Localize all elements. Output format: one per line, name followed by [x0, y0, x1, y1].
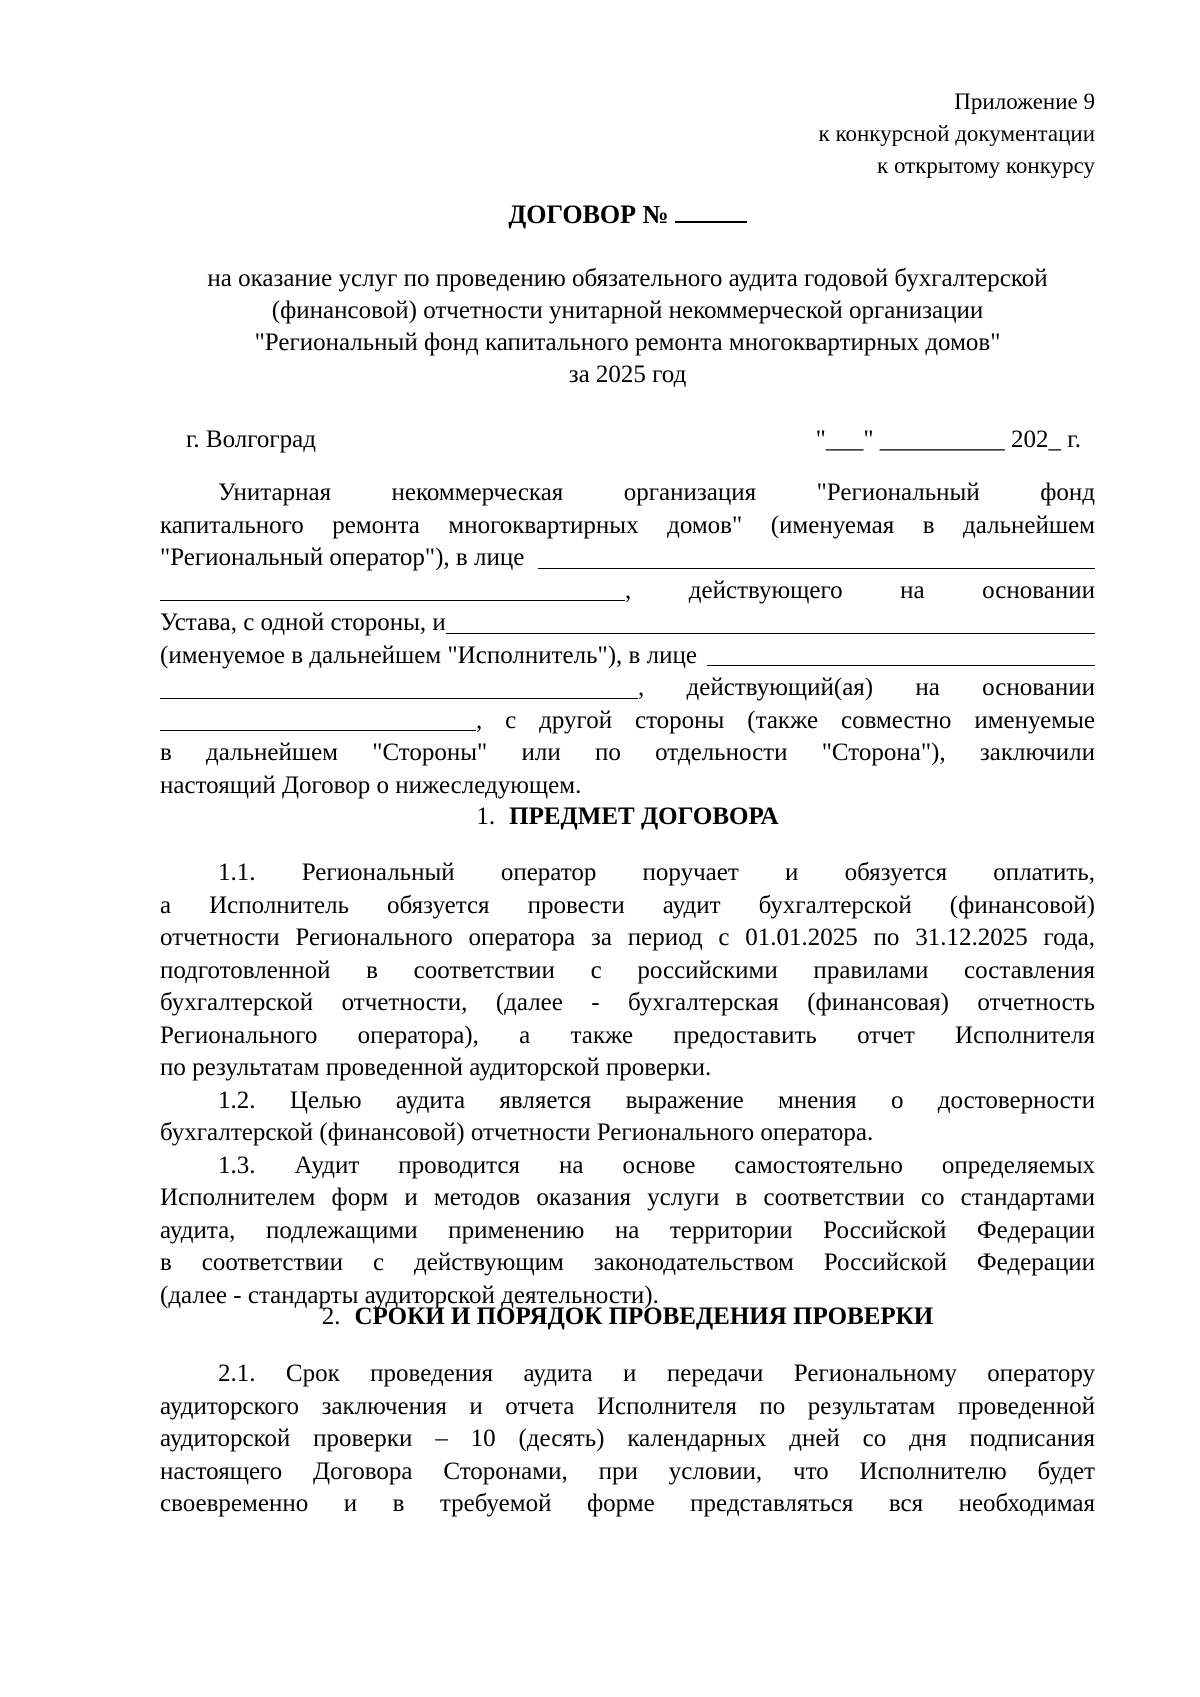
- subtitle-line: "Региональный фонд капитального ремонта многоквартирных домов": [254, 329, 1001, 356]
- paragraph-line: бухгалтерской отчетности, (далее - бухгалтерская (финансовая) отчетность: [160, 989, 1095, 1016]
- section-title-text: СРОКИ И ПОРЯДОК ПРОВЕДЕНИЯ ПРОВЕРКИ: [354, 1303, 934, 1330]
- subtitle-line: за 2025 год: [568, 361, 687, 388]
- preamble-text: "Региональный оператор"), в лице: [160, 544, 525, 571]
- section-2-title: [160, 1300, 1095, 1333]
- paragraph-line: в соответствии с действующим законодательством Российской Федерации: [160, 1249, 1095, 1276]
- preamble-text: , действующего на основании: [625, 576, 1095, 604]
- preamble: [160, 477, 1095, 802]
- paragraph-line: своевременно и в требуемой форме представляться вся необходимая: [160, 1490, 1095, 1517]
- paragraph-line: аудита, подлежащими применению на территории Российской Федерации: [160, 1216, 1095, 1244]
- city: г. Волгоград: [186, 426, 316, 453]
- contractor-signatory-blank: [707, 640, 1095, 667]
- preamble-line: [160, 640, 1095, 673]
- paragraph-line: аудиторской проверки – 10 (десять) календарных дней со дня подписания: [160, 1425, 1095, 1452]
- date-placeholder: "___" __________ 202_ г.: [815, 426, 1081, 453]
- preamble-line: [160, 607, 1095, 640]
- preamble-text: Устава, с одной стороны, и: [160, 609, 446, 636]
- contractor-signatory-name-blank: [160, 672, 638, 699]
- section-number: 2.: [321, 1303, 341, 1330]
- paragraph-line: бухгалтерской (финансовой) отчетности Регионального оператора.: [160, 1119, 874, 1146]
- signatory-name-blank: [160, 575, 625, 602]
- section-2-body: [160, 1358, 1095, 1521]
- subtitle-line: на оказание услуг по проведению обязательного аудита годовой бухгалтерской: [207, 265, 1048, 292]
- basis-document-blank: [160, 705, 476, 732]
- paragraph-line: отчетности Регионального оператора за период с 01.01.2025 по 31.12.2025 года,: [160, 924, 1095, 951]
- section-title-text: ПРЕДМЕТ ДОГОВОРА: [509, 803, 779, 830]
- appendix-line: к конкурсной документации: [818, 121, 1095, 146]
- section-1-body: [160, 857, 1095, 1312]
- paragraph-line: а Исполнитель обязуется провести аудит бухгалтерской (финансовой): [160, 891, 1095, 919]
- place-date-row: [160, 423, 1095, 457]
- contract-number-blank: [675, 197, 747, 223]
- document-title: [160, 197, 1095, 231]
- paragraph-line: Регионального оператора), а также предоставить отчет Исполнителя: [160, 1021, 1095, 1049]
- preamble-line: [160, 705, 1095, 738]
- paragraph-line: по результатам проведенной аудиторской проверки.: [160, 1054, 712, 1081]
- document-subtitle: [160, 263, 1095, 391]
- paragraph-line: 1.3. Аудит проводится на основе самостоятельно определяемых: [218, 1151, 1095, 1179]
- preamble-line: [160, 575, 1095, 608]
- preamble-line: Унитарная некоммерческая организация "Региональный фонд: [218, 479, 1095, 506]
- contractor-name-blank: [446, 607, 1095, 634]
- paragraph-line: 1.1. Региональный оператор поручает и обязуется оплатить,: [218, 859, 1095, 886]
- paragraph-line: настоящего Договора Сторонами, при условии, что Исполнителю будет: [160, 1457, 1095, 1485]
- appendix-line: Приложение 9: [954, 89, 1095, 114]
- preamble-line: в дальнейшем "Стороны" или по отдельности "Сторона"), заключили: [160, 739, 1095, 766]
- paragraph-line: 2.1. Срок проведения аудита и передачи Региональному оператору: [218, 1360, 1095, 1387]
- preamble-text: , с другой стороны (также совместно именуемые: [476, 706, 1095, 734]
- preamble-line: [160, 672, 1095, 705]
- subtitle-line: (финансовой) отчетности унитарной некоммерческой организации: [271, 297, 984, 324]
- paragraph-line: Исполнителем форм и методов оказания услуги в соответствии со стандартами: [160, 1184, 1095, 1211]
- signatory-blank: [538, 542, 1095, 569]
- preamble-line: капитального ремонта многоквартирных домов" (именуемая в дальнейшем: [160, 511, 1095, 539]
- appendix-line: к открытому конкурсу: [877, 153, 1095, 178]
- preamble-line: настоящий Договор о нижеследующем.: [160, 771, 582, 799]
- section-number: 1.: [476, 803, 496, 830]
- document-title-text: ДОГОВОР №: [508, 200, 669, 229]
- preamble-text: , действующий(ая) на основании: [638, 674, 1095, 701]
- section-1-title: [160, 800, 1095, 833]
- paragraph-line: 1.2. Целью аудита является выражение мнения о достоверности: [218, 1086, 1095, 1114]
- preamble-text: (именуемое в дальнейшем "Исполнитель"), в лице: [160, 641, 697, 669]
- preamble-line: [160, 542, 1095, 575]
- paragraph-line: (далее - стандарты аудиторской деятельности).: [160, 1281, 659, 1309]
- paragraph-line: подготовленной в соответствии с российскими правилами составления: [160, 956, 1095, 984]
- paragraph-line: аудиторского заключения и отчета Исполнителя по результатам проведенной: [160, 1392, 1095, 1420]
- appendix-header: [160, 86, 1095, 182]
